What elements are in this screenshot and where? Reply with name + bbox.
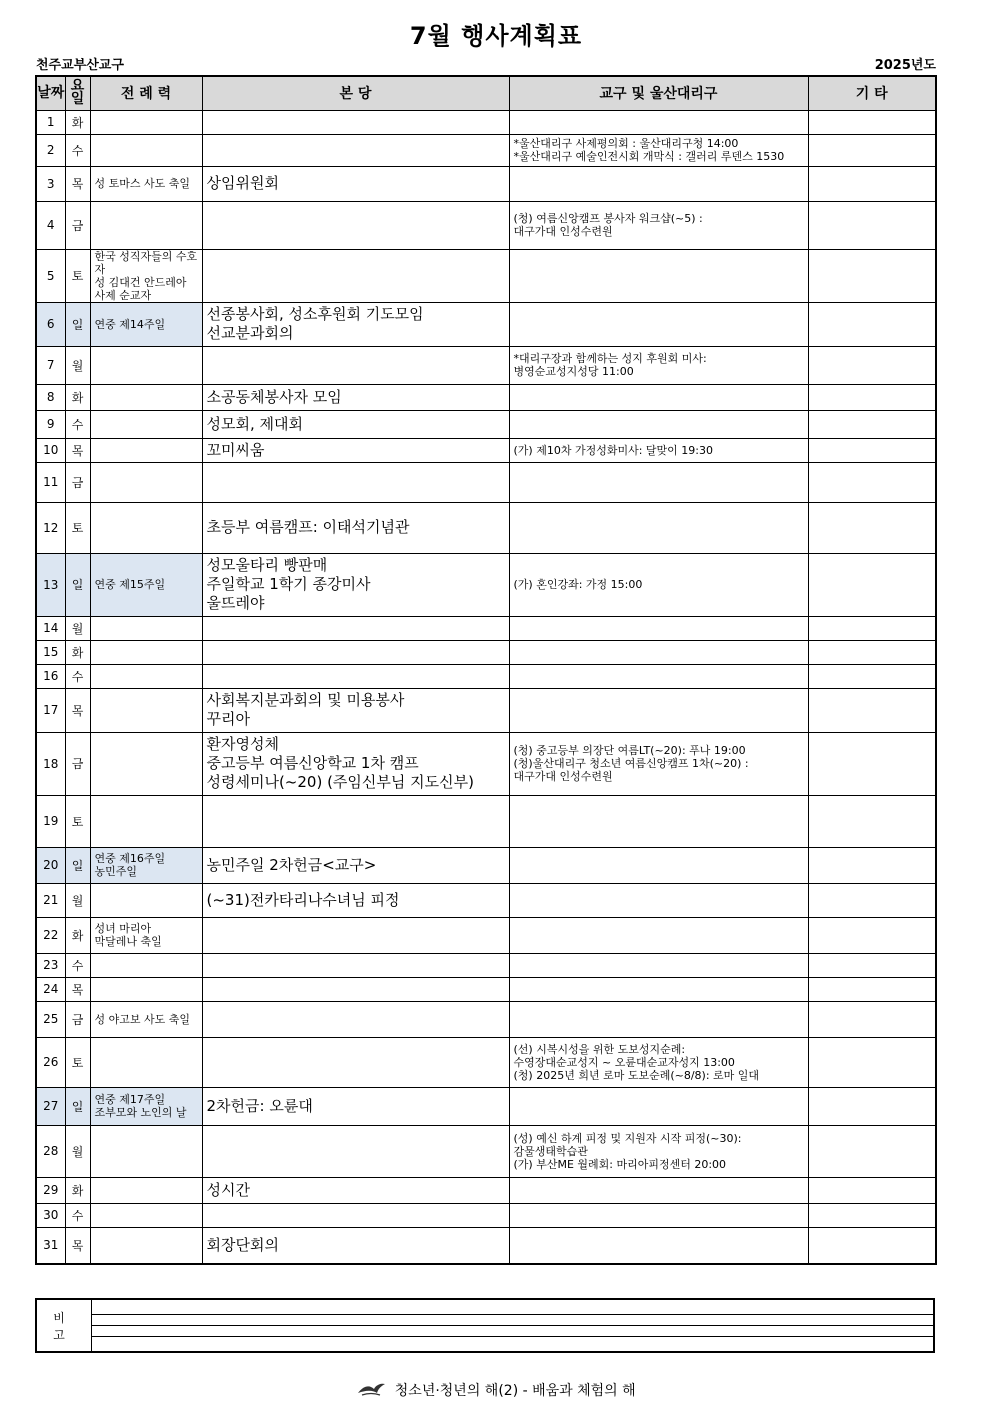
table-row [36, 847, 936, 883]
day-cell: 14 [36, 616, 65, 640]
liturgy-cell [90, 664, 202, 688]
day-cell: 12 [36, 502, 65, 553]
diocese-cell [509, 917, 808, 953]
etc-cell [808, 410, 936, 438]
weekday-cell: 목 [65, 688, 90, 732]
weekday-cell: 금 [65, 732, 90, 795]
diocese-cell [509, 1177, 808, 1203]
main-parish-cell [202, 346, 509, 384]
day-cell: 8 [36, 384, 65, 410]
table-row [36, 640, 936, 664]
diocese-cell [509, 166, 808, 201]
table-row [36, 917, 936, 953]
diocese-cell [509, 302, 808, 346]
weekday-cell: 토 [65, 249, 90, 302]
main-parish-cell: 회장단회의 [202, 1227, 509, 1264]
header-diocese: 교구 및 울산대리구 [509, 76, 808, 110]
table-row [36, 438, 936, 462]
day-cell: 4 [36, 201, 65, 249]
day-cell: 11 [36, 462, 65, 502]
liturgy-cell: 성 토마스 사도 축일 [90, 166, 202, 201]
weekday-cell: 월 [65, 616, 90, 640]
notes-line [92, 1299, 935, 1315]
weekday-cell: 월 [65, 883, 90, 917]
table-row [36, 1087, 936, 1125]
diocese-cell: (가) 혼인강좌: 가정 15:00 [509, 553, 808, 616]
table-row [36, 795, 936, 847]
day-cell: 5 [36, 249, 65, 302]
etc-cell [808, 462, 936, 502]
header-liturgy: 전 례 력 [90, 76, 202, 110]
table-row [36, 502, 936, 553]
main-parish-cell: 선종봉사회, 성소후원회 기도모임 선교분과회의 [202, 302, 509, 346]
liturgy-cell: 성녀 마리아 막달레나 축일 [90, 917, 202, 953]
etc-cell [808, 977, 936, 1001]
diocese-cell [509, 1203, 808, 1227]
weekday-cell: 수 [65, 1203, 90, 1227]
liturgy-cell [90, 384, 202, 410]
liturgy-cell [90, 1177, 202, 1203]
weekday-cell: 금 [65, 201, 90, 249]
weekday-cell: 화 [65, 1177, 90, 1203]
liturgy-cell [90, 1227, 202, 1264]
diocese-cell [509, 795, 808, 847]
main-parish-cell: 성모울타리 빵판매 주일학교 1학기 종강미사 울뜨레야 [202, 553, 509, 616]
day-cell: 27 [36, 1087, 65, 1125]
day-cell: 1 [36, 110, 65, 134]
main-parish-cell [202, 664, 509, 688]
liturgy-cell [90, 134, 202, 166]
day-cell: 13 [36, 553, 65, 616]
weekday-cell: 토 [65, 1037, 90, 1087]
liturgy-cell [90, 795, 202, 847]
table-row [36, 1037, 936, 1087]
liturgy-cell [90, 953, 202, 977]
etc-cell [808, 302, 936, 346]
header-day: 날짜 [36, 76, 65, 110]
main-parish-cell: 초등부 여름캠프: 이태석기념관 [202, 502, 509, 553]
diocese-cell [509, 502, 808, 553]
main-parish-cell [202, 1125, 509, 1177]
diocese-cell [509, 847, 808, 883]
day-cell: 6 [36, 302, 65, 346]
diocese-cell [509, 640, 808, 664]
day-cell: 19 [36, 795, 65, 847]
liturgy-cell: 연중 제17주일 조부모와 노인의 날 [90, 1087, 202, 1125]
notes-line [92, 1315, 935, 1326]
table-row [36, 201, 936, 249]
main-parish-cell [202, 616, 509, 640]
weekday-cell: 화 [65, 110, 90, 134]
year-label: 2025년도 [874, 58, 936, 73]
etc-cell [808, 917, 936, 953]
etc-cell [808, 1227, 936, 1264]
day-cell: 10 [36, 438, 65, 462]
day-cell: 20 [36, 847, 65, 883]
liturgy-cell [90, 1203, 202, 1227]
diocese-cell: *울산대리구 사제평의회 : 울산대리구청 14:00 *울산대리구 예술인전시회 개막식 : 갤러리 루덴스 1530 [509, 134, 808, 166]
diocese-cell [509, 1001, 808, 1037]
main-parish-cell: 사회복지분과회의 및 미용봉사 꾸리아 [202, 688, 509, 732]
table-row [36, 553, 936, 616]
table-row [36, 110, 936, 134]
etc-cell [808, 1001, 936, 1037]
diocese-cell: *대리구장과 함께하는 성지 후원회 미사: 병영순교성지성당 11:00 [509, 346, 808, 384]
day-cell: 2 [36, 134, 65, 166]
main-parish-cell: 소공동체봉사자 모임 [202, 384, 509, 410]
diocese-cell: (청) 여름신앙캠프 봉사자 워크샵(~5) : 대구가대 인성수련원 [509, 201, 808, 249]
diocese-cell [509, 688, 808, 732]
diocese-cell [509, 1087, 808, 1125]
table-row [36, 1227, 936, 1264]
diocese-cell [509, 462, 808, 502]
etc-cell [808, 346, 936, 384]
main-parish-cell: 상임위원회 [202, 166, 509, 201]
table-row [36, 1001, 936, 1037]
weekday-cell: 월 [65, 1125, 90, 1177]
etc-cell [808, 953, 936, 977]
day-cell: 29 [36, 1177, 65, 1203]
day-cell: 15 [36, 640, 65, 664]
weekday-cell: 금 [65, 462, 90, 502]
etc-cell [808, 1177, 936, 1203]
main-parish-cell [202, 795, 509, 847]
main-parish-cell [202, 977, 509, 1001]
etc-cell [808, 110, 936, 134]
liturgy-cell: 연중 제14주일 [90, 302, 202, 346]
main-parish-cell: 환자영성체 중고등부 여름신앙학교 1차 캠프 성령세미나(~20) (주임신부님 지도신부) [202, 732, 509, 795]
table-row [36, 883, 936, 917]
liturgy-cell [90, 110, 202, 134]
weekday-cell: 목 [65, 1227, 90, 1264]
liturgy-cell [90, 438, 202, 462]
day-cell: 30 [36, 1203, 65, 1227]
table-header-row [36, 76, 936, 110]
footer [0, 1380, 992, 1401]
liturgy-cell [90, 410, 202, 438]
table-row [36, 462, 936, 502]
notes-label: 비 고 [36, 1299, 92, 1352]
liturgy-cell [90, 201, 202, 249]
liturgy-cell [90, 977, 202, 1001]
etc-cell [808, 384, 936, 410]
etc-cell [808, 883, 936, 917]
diocese-cell [509, 384, 808, 410]
weekday-cell: 토 [65, 502, 90, 553]
day-cell: 25 [36, 1001, 65, 1037]
liturgy-cell: 연중 제15주일 [90, 553, 202, 616]
notes-line [92, 1325, 935, 1336]
weekday-cell: 월 [65, 346, 90, 384]
etc-cell [808, 1037, 936, 1087]
day-cell: 24 [36, 977, 65, 1001]
weekday-cell: 일 [65, 553, 90, 616]
weekday-cell: 화 [65, 640, 90, 664]
footer-text: 청소년·청년의 해(2) - 배움과 체험의 해 [394, 1383, 636, 1399]
liturgy-cell [90, 616, 202, 640]
diocese-cell [509, 953, 808, 977]
diocese-cell [509, 883, 808, 917]
liturgy-cell [90, 688, 202, 732]
table-row [36, 1125, 936, 1177]
main-parish-cell [202, 462, 509, 502]
day-cell: 7 [36, 346, 65, 384]
etc-cell [808, 438, 936, 462]
liturgy-cell [90, 1125, 202, 1177]
main-parish-cell [202, 1203, 509, 1227]
table-row [36, 688, 936, 732]
table-row [36, 134, 936, 166]
bird-logo-icon [356, 1381, 386, 1401]
day-cell: 9 [36, 410, 65, 438]
table-row [36, 249, 936, 302]
liturgy-cell [90, 1037, 202, 1087]
etc-cell [808, 201, 936, 249]
etc-cell [808, 134, 936, 166]
table-row [36, 302, 936, 346]
weekday-cell: 목 [65, 438, 90, 462]
main-parish-cell [202, 917, 509, 953]
table-row [36, 977, 936, 1001]
liturgy-cell [90, 883, 202, 917]
main-parish-cell [202, 110, 509, 134]
etc-cell [808, 1125, 936, 1177]
table-row [36, 664, 936, 688]
table-row [36, 384, 936, 410]
day-cell: 23 [36, 953, 65, 977]
diocese-cell: (선) 시복시성을 위한 도보성지순례: 수영장대순교성지 ~ 오륜대순교자성지 13:00 (청) 2025년 희년 로마 도보순례(~8/8): 로마 일대 [509, 1037, 808, 1087]
liturgy-cell: 한국 성직자들의 수호자 성 김대건 안드레아 사제 순교자 [90, 249, 202, 302]
diocese-cell [509, 110, 808, 134]
weekday-cell: 금 [65, 1001, 90, 1037]
etc-cell [808, 795, 936, 847]
diocese-cell [509, 664, 808, 688]
diocese-cell: (가) 제10차 가정성화미사: 달맞이 19:30 [509, 438, 808, 462]
event-calendar-table [35, 75, 937, 1265]
diocese-cell [509, 1227, 808, 1264]
organization-name: 천주교부산교구 [36, 58, 124, 73]
main-parish-cell: 성모회, 제대회 [202, 410, 509, 438]
page-title: 7월 행사계획표 [409, 22, 583, 50]
weekday-cell: 일 [65, 847, 90, 883]
notes-table [35, 1298, 935, 1353]
day-cell: 21 [36, 883, 65, 917]
header-main: 본 당 [202, 76, 509, 110]
table-row [36, 616, 936, 640]
header-weekday: 요일 [65, 76, 90, 110]
weekday-cell: 목 [65, 977, 90, 1001]
main-parish-cell [202, 640, 509, 664]
main-parish-cell [202, 134, 509, 166]
main-parish-cell: 2차헌금: 오륜대 [202, 1087, 509, 1125]
table-row [36, 953, 936, 977]
table-row [36, 346, 936, 384]
etc-cell [808, 732, 936, 795]
liturgy-cell [90, 346, 202, 384]
liturgy-cell [90, 502, 202, 553]
weekday-cell: 화 [65, 917, 90, 953]
main-parish-cell [202, 1037, 509, 1087]
etc-cell [808, 688, 936, 732]
day-cell: 3 [36, 166, 65, 201]
table-row [36, 1203, 936, 1227]
day-cell: 16 [36, 664, 65, 688]
weekday-cell: 화 [65, 384, 90, 410]
table-row [36, 1177, 936, 1203]
table-row [36, 166, 936, 201]
diocese-cell: (성) 예신 하계 피정 및 지원자 시작 피정(~30): 감물생태학습관 (가) 부산ME 월례회: 마리아피정센터 20:00 [509, 1125, 808, 1177]
day-cell: 28 [36, 1125, 65, 1177]
main-parish-cell [202, 249, 509, 302]
table-row [36, 410, 936, 438]
notes-line [92, 1336, 935, 1352]
diocese-cell [509, 616, 808, 640]
etc-cell [808, 664, 936, 688]
main-parish-cell: 꼬미씨움 [202, 438, 509, 462]
weekday-cell: 일 [65, 302, 90, 346]
etc-cell [808, 249, 936, 302]
day-cell: 17 [36, 688, 65, 732]
etc-cell [808, 553, 936, 616]
etc-cell [808, 847, 936, 883]
main-parish-cell: 농민주일 2차헌금<교구> [202, 847, 509, 883]
main-parish-cell [202, 1001, 509, 1037]
main-parish-cell: 성시간 [202, 1177, 509, 1203]
day-cell: 18 [36, 732, 65, 795]
weekday-cell: 목 [65, 166, 90, 201]
liturgy-cell [90, 462, 202, 502]
diocese-cell [509, 410, 808, 438]
main-parish-cell [202, 201, 509, 249]
main-parish-cell: (~31)전카타리나수녀님 피정 [202, 883, 509, 917]
liturgy-cell [90, 640, 202, 664]
liturgy-cell [90, 732, 202, 795]
etc-cell [808, 1087, 936, 1125]
weekday-cell: 토 [65, 795, 90, 847]
weekday-cell: 일 [65, 1087, 90, 1125]
diocese-cell [509, 977, 808, 1001]
etc-cell [808, 1203, 936, 1227]
diocese-cell [509, 249, 808, 302]
table-row [36, 732, 936, 795]
etc-cell [808, 502, 936, 553]
weekday-cell: 수 [65, 664, 90, 688]
etc-cell [808, 640, 936, 664]
diocese-cell: (청) 중고등부 의장단 여름LT(~20): 푸나 19:00 (청)울산대리구 청소년 여름신앙캠프 1차(~20) : 대구가대 인성수련원 [509, 732, 808, 795]
day-cell: 31 [36, 1227, 65, 1264]
day-cell: 26 [36, 1037, 65, 1087]
liturgy-cell: 연중 제16주일 농민주일 [90, 847, 202, 883]
weekday-cell: 수 [65, 410, 90, 438]
weekday-cell: 수 [65, 134, 90, 166]
etc-cell [808, 166, 936, 201]
etc-cell [808, 616, 936, 640]
header-etc: 기 타 [808, 76, 936, 110]
day-cell: 22 [36, 917, 65, 953]
weekday-cell: 수 [65, 953, 90, 977]
liturgy-cell: 성 야고보 사도 축일 [90, 1001, 202, 1037]
main-parish-cell [202, 953, 509, 977]
